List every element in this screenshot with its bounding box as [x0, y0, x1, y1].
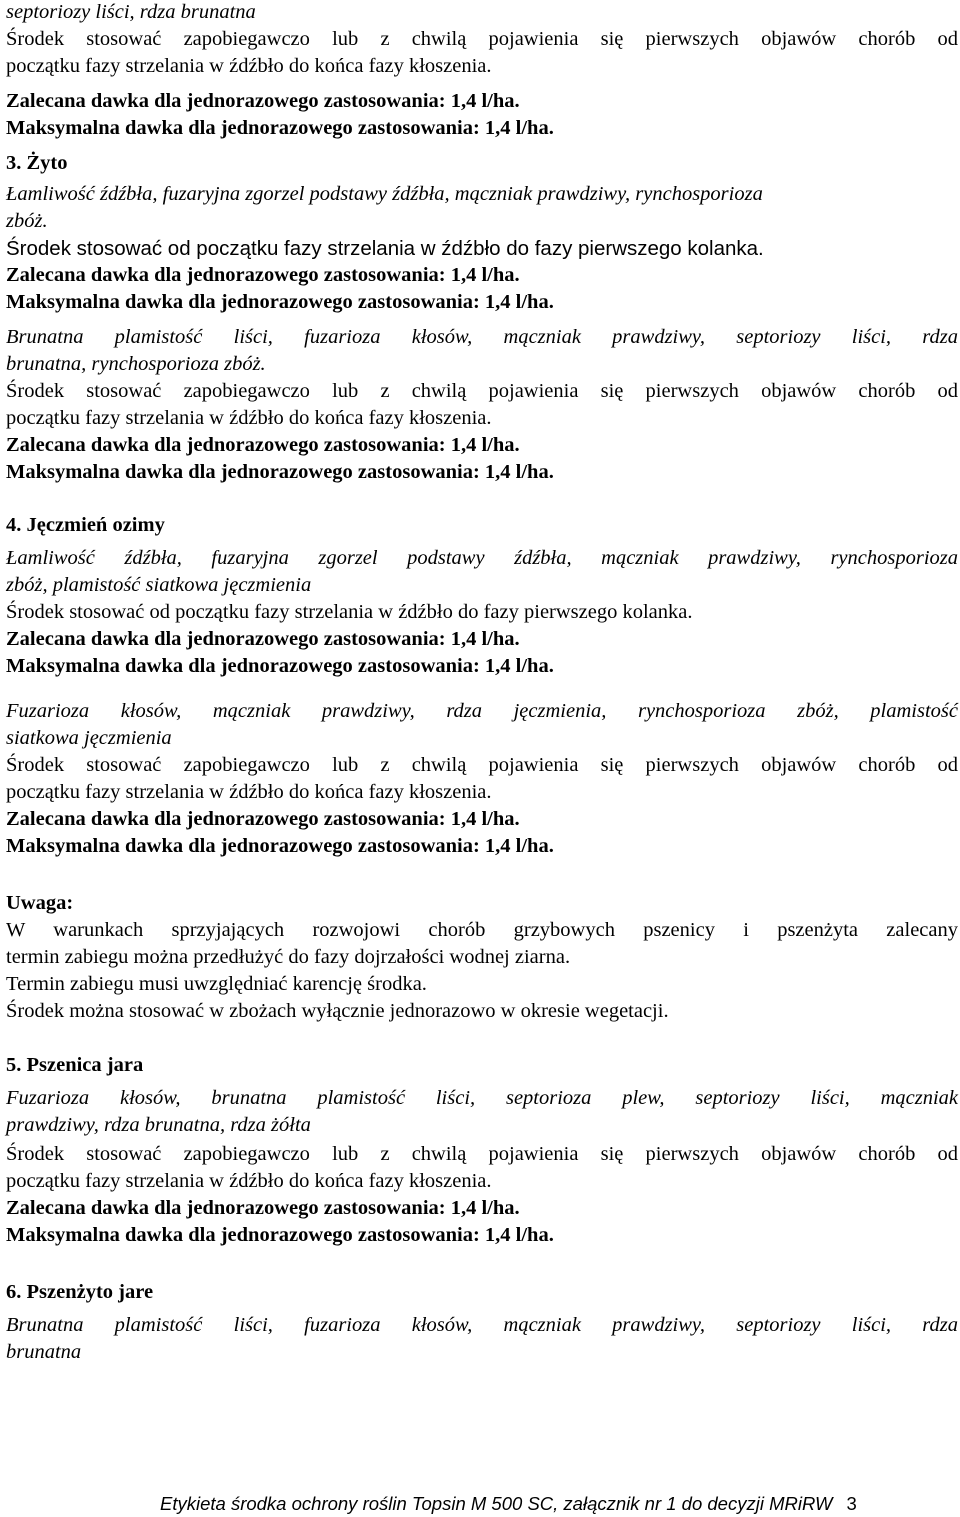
section-zyto [6, 150, 958, 486]
note-section [6, 890, 958, 1025]
disease-list: Brunatna plamistość liści, fuzarioza kłosów, mączniak prawdziwy, septoriozy liści, rdza [6, 1314, 958, 1336]
footer-text: Etykieta środka ochrony roślin Topsin M 500 SC, załącznik nr 1 do decyzji MRiRW [160, 1493, 833, 1514]
disease-list: brunatna [6, 1341, 82, 1363]
recommended-dose: Zalecana dawka dla jednorazowego zastosowania: 1,4 l/ha. [6, 434, 520, 456]
instruction-line: początku fazy strzelania w źdźbło do końca fazy kłoszenia. [6, 407, 492, 429]
disease-list: Łamliwość źdźbła, fuzaryjna zgorzel podstawy źdźbła, mączniak prawdziwy, rynchosporioza [6, 547, 958, 569]
section-pszenica-jara [6, 1052, 958, 1249]
disease-list: siatkowa jęczmienia [6, 727, 172, 749]
recommended-dose: Zalecana dawka dla jednorazowego zastosowania: 1,4 l/ha. [6, 90, 520, 112]
note-heading: Uwaga: [6, 892, 74, 914]
disease-list: Brunatna plamistość liści, fuzarioza kłosów, mączniak prawdziwy, septoriozy liści, rdza [6, 326, 958, 348]
instruction-line: początku fazy strzelania w źdźbło do końca fazy kłoszenia. [6, 781, 492, 803]
section-jeczmien-ozimy [6, 512, 958, 860]
disease-list: zbóż. [6, 210, 48, 232]
recommended-dose: Zalecana dawka dla jednorazowego zastosowania: 1,4 l/ha. [6, 1197, 520, 1219]
document-page [6, 0, 958, 1366]
instruction-line: początku fazy strzelania w źdźbło do końca fazy kłoszenia. [6, 55, 492, 77]
disease-list: Łamliwość źdźbła, fuzaryjna zgorzel podstawy źdźbła, mączniak prawdziwy, rynchosporioza [6, 183, 763, 205]
recommended-dose: Zalecana dawka dla jednorazowego zastosowania: 1,4 l/ha. [6, 264, 520, 286]
section-pszenzyto-jare [6, 1279, 958, 1366]
maximum-dose: Maksymalna dawka dla jednorazowego zastosowania: 1,4 l/ha. [6, 1224, 554, 1246]
page-number: 3 [846, 1493, 857, 1514]
instruction-line: Środek stosować od początku fazy strzelania w źdźbło do fazy pierwszego kolanka. [6, 237, 764, 260]
section-cont [6, 0, 958, 142]
disease-list-continuation: septoriozy liści, rdza brunatna [6, 1, 256, 23]
instruction-line: Środek stosować zapobiegawczo lub z chwilą pojawienia się pierwszych objawów chorób od [6, 754, 958, 776]
recommended-dose: Zalecana dawka dla jednorazowego zastosowania: 1,4 l/ha. [6, 808, 520, 830]
page-footer [160, 1492, 956, 1516]
instruction-line: Środek stosować zapobiegawczo lub z chwilą pojawienia się pierwszych objawów chorób od [6, 380, 958, 402]
disease-list: zbóż, plamistość siatkowa jęczmienia [6, 574, 312, 596]
disease-list: Fuzarioza kłosów, mączniak prawdziwy, rdza jęczmienia, rynchosporioza zbóż, plamistość [6, 700, 958, 722]
maximum-dose: Maksymalna dawka dla jednorazowego zastosowania: 1,4 l/ha. [6, 835, 554, 857]
section-heading: 3. Żyto [6, 152, 68, 174]
note-line: Termin zabiegu musi uwzględniać karencję środka. [6, 973, 427, 995]
section-heading: 5. Pszenica jara [6, 1054, 144, 1076]
instruction-line: Środek stosować zapobiegawczo lub z chwilą pojawienia się pierwszych objawów chorób od [6, 28, 958, 50]
section-heading: 4. Jęczmień ozimy [6, 514, 165, 536]
instruction-line: Środek stosować zapobiegawczo lub z chwilą pojawienia się pierwszych objawów chorób od [6, 1143, 958, 1165]
disease-list: brunatna, rynchosporioza zbóż. [6, 353, 266, 375]
note-line: termin zabiegu można przedłużyć do fazy dojrzałości wodnej ziarna. [6, 946, 571, 968]
maximum-dose: Maksymalna dawka dla jednorazowego zastosowania: 1,4 l/ha. [6, 291, 554, 313]
disease-list: Fuzarioza kłosów, brunatna plamistość liści, septorioza plew, septoriozy liści, mączniak [6, 1087, 958, 1109]
instruction-line: początku fazy strzelania w źdźbło do końca fazy kłoszenia. [6, 1170, 492, 1192]
note-line: Środek można stosować w zbożach wyłącznie jednorazowo w okresie wegetacji. [6, 1000, 669, 1022]
section-heading: 6. Pszenżyto jare [6, 1281, 154, 1303]
maximum-dose: Maksymalna dawka dla jednorazowego zastosowania: 1,4 l/ha. [6, 117, 554, 139]
disease-list: prawdziwy, rdza brunatna, rdza żółta [6, 1114, 311, 1136]
instruction-line: Środek stosować od początku fazy strzelania w źdźbło do fazy pierwszego kolanka. [6, 601, 693, 623]
maximum-dose: Maksymalna dawka dla jednorazowego zastosowania: 1,4 l/ha. [6, 461, 554, 483]
maximum-dose: Maksymalna dawka dla jednorazowego zastosowania: 1,4 l/ha. [6, 655, 554, 677]
recommended-dose: Zalecana dawka dla jednorazowego zastosowania: 1,4 l/ha. [6, 628, 520, 650]
note-line: W warunkach sprzyjających rozwojowi chorób grzybowych pszenicy i pszenżyta zalecany [6, 919, 958, 941]
